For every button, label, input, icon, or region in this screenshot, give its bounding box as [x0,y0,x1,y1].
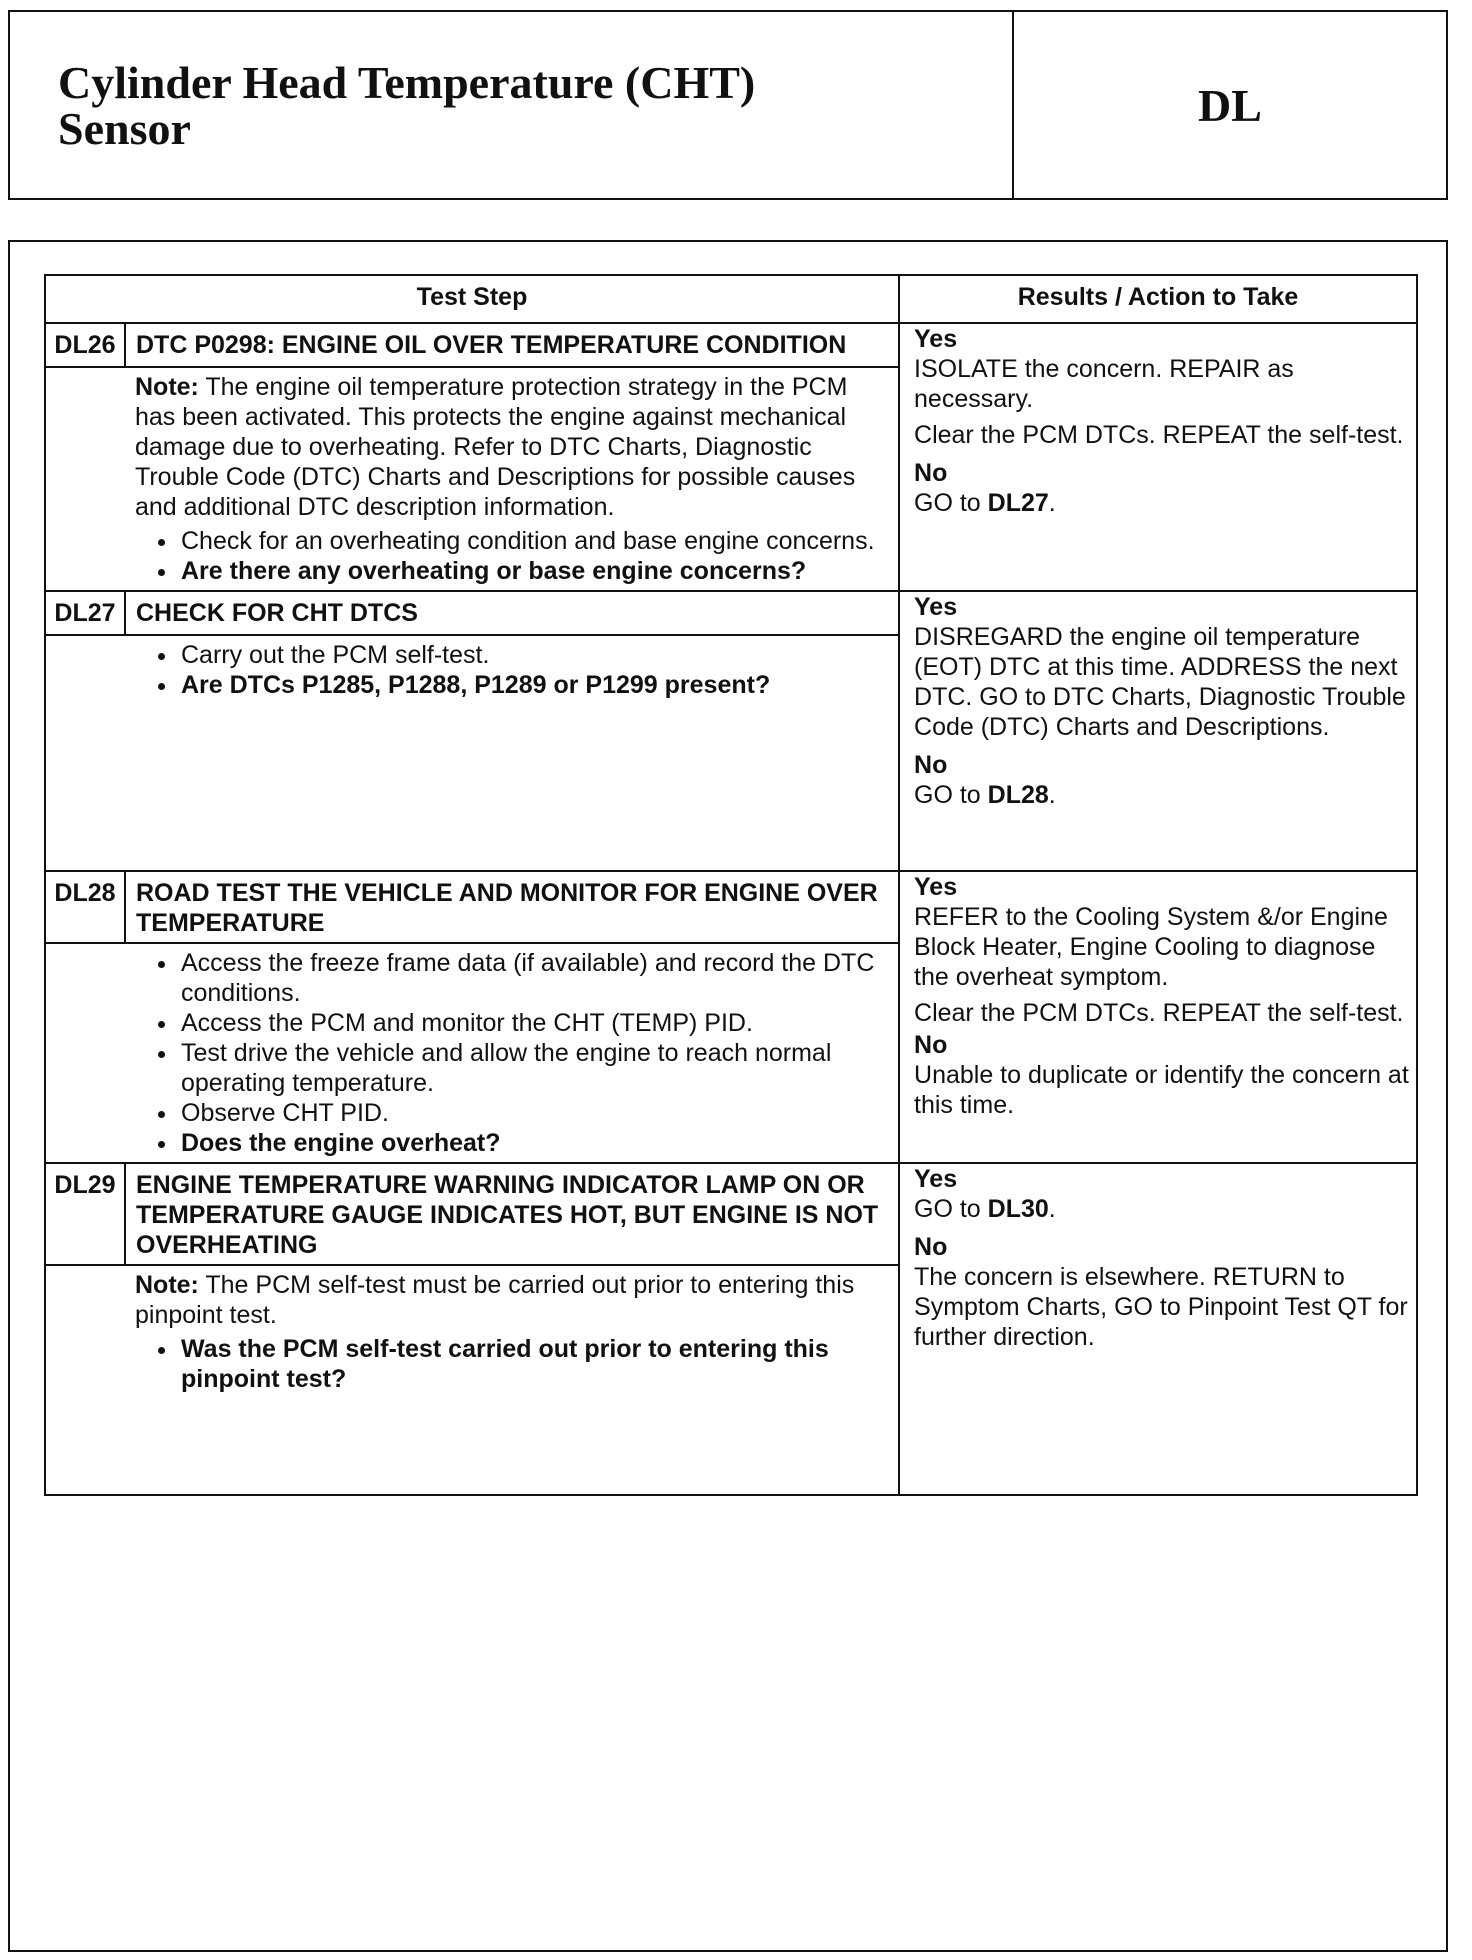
page-title-line2: Sensor [58,103,191,154]
yes-label: Yes [914,1165,958,1193]
list-item: • Carry out the PCM self-test. [179,640,888,670]
no-action: GO to DL27. [914,489,1056,517]
step-id: DL26 [45,323,125,367]
step-note: Note: The PCM self-test must be carried out prior to entering this pinpoint test. [135,1271,855,1329]
step-id: DL27 [45,591,125,635]
step-body [125,943,899,1163]
step-results [899,1163,1417,1495]
goto-link-dl27[interactable]: DL27 [987,489,1049,517]
no-action: GO to DL28. [914,781,1056,809]
no-label: No [914,1031,948,1059]
step-results [899,323,1417,591]
pinpoint-test-table [44,274,1418,1496]
step-id: DL29 [45,1163,125,1265]
yes-label: Yes [914,873,958,901]
step-body [125,1265,899,1495]
step-bullets [135,640,888,700]
step-question: • Are DTCs P1285, P1288, P1289 or P1299 present? [179,670,888,700]
list-item: • Access the PCM and monitor the CHT (TEMP) PID. [179,1008,888,1038]
column-header-results: Results / Action to Take [899,275,1417,323]
page-header [8,10,1448,200]
yes-label: Yes [914,325,958,353]
step-results [899,871,1417,1163]
column-header-test-step: Test Step [45,275,899,323]
step-title-row [45,591,1417,635]
table-header-row [45,275,1417,323]
yes-action: REFER to the Cooling System &/or Engine Block Heater, Engine Cooling to diagnose the overheat symptom. [914,903,1388,991]
step-title-row [45,323,1417,367]
goto-link-dl30[interactable]: DL30 [987,1195,1049,1223]
step-body [125,367,899,591]
step-title: DTC P0298: ENGINE OIL OVER TEMPERATURE CONDITION [125,323,899,367]
step-body [125,635,899,871]
step-bullets [135,526,888,586]
step-id: DL28 [45,871,125,943]
yes-action: DISREGARD the engine oil temperature (EOT) DTC at this time. ADDRESS the next DTC. GO to DTC Charts, Diagnostic Trouble Code (DTC) Charts and Descriptions. [914,623,1406,741]
list-item: • Access the freeze frame data (if available) and record the DTC conditions. [179,948,888,1008]
step-question: • Does the engine overheat? [179,1128,888,1158]
section-code: DL [1198,79,1262,131]
step-bullets [135,1334,888,1394]
list-item: • Check for an overheating condition and base engine concerns. [179,526,888,556]
page-title [10,12,1014,198]
step-title: ENGINE TEMPERATURE WARNING INDICATOR LAMP ON OR TEMPERATURE GAUGE INDICATES HOT, BUT ENGINE IS NOT OVERHEATING [125,1163,899,1265]
no-label: No [914,459,948,487]
step-note: Note: The engine oil temperature protection strategy in the PCM has been activated. This protects the engine against mechanical damage due to overheating. Refer to DTC Charts, Diagnostic Trouble Code (DTC) Charts and Descriptions for possible causes and additional DTC description information. [135,373,856,521]
goto-link-dl28[interactable]: DL28 [987,781,1049,809]
step-title-row [45,871,1417,943]
step-title-row [45,1163,1417,1265]
yes-action: GO to DL30. [914,1195,1056,1223]
step-title: ROAD TEST THE VEHICLE AND MONITOR FOR ENGINE OVER TEMPERATURE [125,871,899,943]
list-item: • Observe CHT PID. [179,1098,888,1128]
step-title: CHECK FOR CHT DTCS [125,591,899,635]
step-results [899,591,1417,871]
step-question: • Was the PCM self-test carried out prior to entering this pinpoint test? [179,1334,888,1394]
page-title-line1: Cylinder Head Temperature (CHT) [58,57,756,108]
yes-action: ISOLATE the concern. REPAIR as necessary. [914,355,1294,413]
list-item: • Test drive the vehicle and allow the engine to reach normal operating temperature. [179,1038,888,1098]
yes-label: Yes [914,593,958,621]
step-question: • Are there any overheating or base engine concerns? [179,556,888,586]
no-action: The concern is elsewhere. RETURN to Symptom Charts, GO to Pinpoint Test QT for further direction. [914,1263,1408,1351]
no-action: Unable to duplicate or identify the concern at this time. [914,1061,1409,1119]
yes-action-2: Clear the PCM DTCs. REPEAT the self-test. [914,421,1404,449]
content-frame [8,240,1448,1952]
step-bullets [135,948,888,1158]
no-label: No [914,1233,948,1261]
yes-action-2: Clear the PCM DTCs. REPEAT the self-test. [914,999,1404,1027]
no-label: No [914,751,948,779]
